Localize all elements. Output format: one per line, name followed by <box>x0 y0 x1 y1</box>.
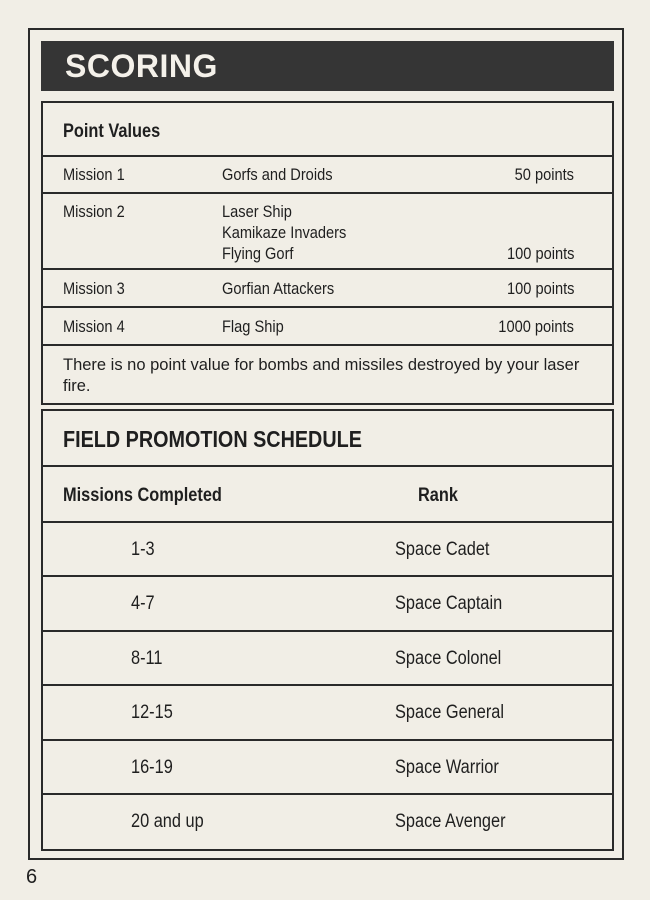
table-row <box>43 270 612 308</box>
point-values-note: There is no point value for bombs and missiles destroyed by your laser fire. <box>63 356 580 395</box>
missions-range: 1-3 <box>131 539 155 560</box>
promotion-column-headers <box>43 467 612 523</box>
table-row <box>43 632 612 686</box>
page-number: 6 <box>26 866 38 888</box>
missions-range: 16-19 <box>131 757 173 778</box>
mission-label: Mission 1 <box>63 165 125 184</box>
rank-name: Space Cadet <box>395 539 490 560</box>
mission-target: Flag Ship <box>222 317 284 336</box>
mission-label: Mission 3 <box>63 279 125 298</box>
promotion-header-row <box>43 411 612 467</box>
table-row <box>43 577 612 632</box>
mission-label: Mission 4 <box>63 317 125 336</box>
missions-range: 8-11 <box>131 648 163 669</box>
rank-name: Space Avenger <box>395 811 506 832</box>
missions-range: 20 and up <box>131 811 204 832</box>
missions-range: 4-7 <box>131 593 155 614</box>
table-row <box>43 795 612 849</box>
rank-name: Space Colonel <box>395 648 502 669</box>
mission-points: 100 points <box>506 279 574 298</box>
missions-column-header: Missions Completed <box>63 485 222 506</box>
promotion-table <box>41 409 614 851</box>
rank-name: Space General <box>395 702 505 723</box>
table-row <box>43 194 612 270</box>
table-row <box>43 523 612 577</box>
mission-points: 1000 points <box>498 317 574 336</box>
mission-target: Gorfian Attackers <box>222 279 335 298</box>
mission-label: Mission 2 <box>63 202 125 221</box>
note-row <box>43 346 612 403</box>
mission-target: Kamikaze Invaders <box>222 223 347 242</box>
point-values-table <box>41 101 614 405</box>
rank-name: Space Warrior <box>395 757 499 778</box>
rank-name: Space Captain <box>395 593 503 614</box>
page-title: SCORING <box>41 41 614 91</box>
point-values-heading: Point Values <box>63 121 161 142</box>
rank-column-header: Rank <box>418 485 458 506</box>
table-row <box>43 741 612 795</box>
mission-points: 50 points <box>514 165 574 184</box>
mission-target: Laser Ship <box>222 202 292 221</box>
promotion-heading: FIELD PROMOTION SCHEDULE <box>63 426 362 452</box>
table-row <box>43 157 612 194</box>
mission-points: 100 points <box>506 244 574 263</box>
mission-target: Flying Gorf <box>222 244 294 263</box>
mission-target: Gorfs and Droids <box>222 165 333 184</box>
table-row <box>43 686 612 741</box>
missions-range: 12-15 <box>131 702 173 723</box>
table-row <box>43 308 612 346</box>
point-values-header-row <box>43 103 612 157</box>
